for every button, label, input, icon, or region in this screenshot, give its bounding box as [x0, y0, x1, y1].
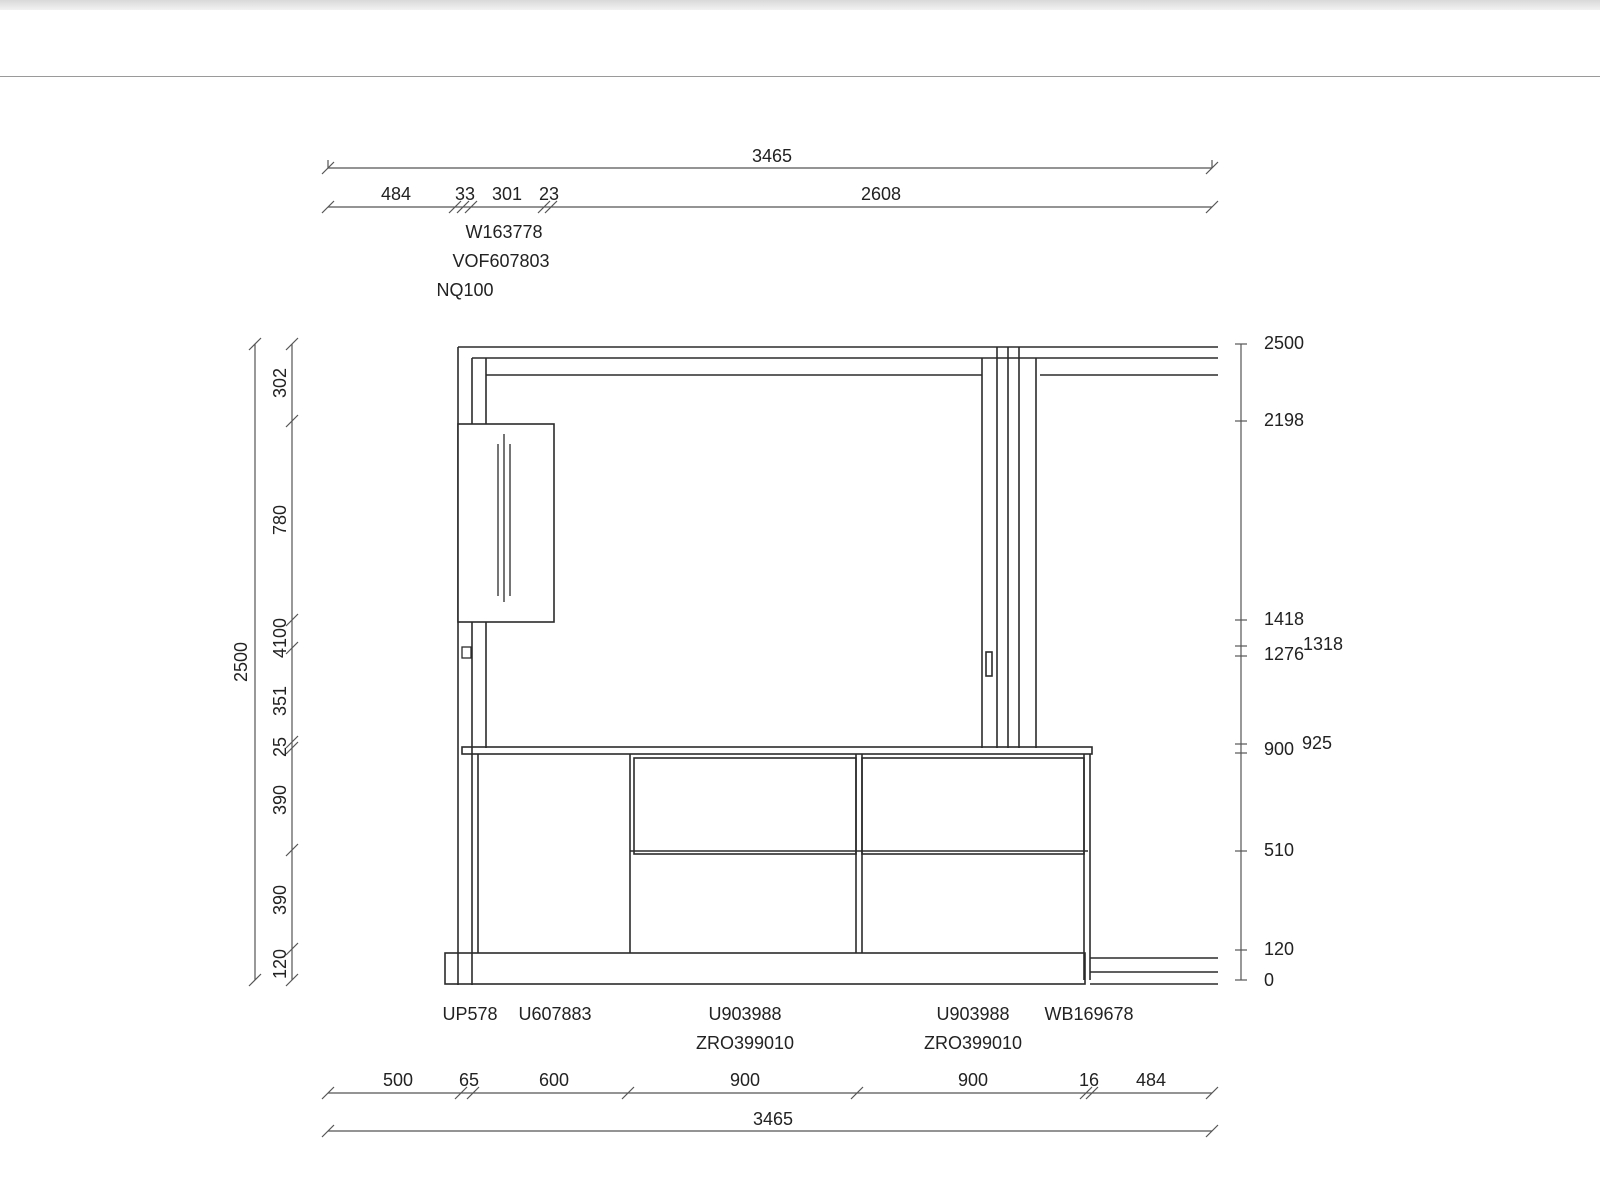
top-total-dimension: 3465: [751, 146, 793, 166]
bottom-dim-65: 65: [458, 1070, 480, 1090]
level-1318: 1318: [1303, 634, 1344, 654]
label-u607883: U607883: [518, 1004, 592, 1024]
label-zro399010-a: ZRO399010: [695, 1033, 795, 1053]
label-zro399010-b: ZRO399010: [923, 1033, 1023, 1053]
wall-cabinet: [458, 424, 554, 622]
level-510: 510: [1264, 840, 1295, 860]
left-dim-780: 780: [270, 504, 290, 536]
top-dim-33: 33: [454, 184, 476, 204]
left-dim-390-upper: 390: [270, 784, 290, 816]
left-total-dimension: 2500: [231, 641, 251, 683]
label-w163778: W163778: [465, 222, 543, 242]
bottom-dim-16: 16: [1078, 1070, 1100, 1090]
label-wb169678: WB169678: [1044, 1004, 1134, 1024]
level-120: 120: [1264, 939, 1295, 959]
top-dim-484: 484: [380, 184, 412, 204]
bottom-total-dimension: 3465: [752, 1109, 794, 1129]
base-cabinets: [478, 754, 1090, 980]
worktop: [462, 747, 1092, 754]
bottom-dim-600: 600: [538, 1070, 570, 1090]
level-2500: 2500: [1264, 333, 1305, 353]
bottom-dim-900-b: 900: [957, 1070, 989, 1090]
level-1276: 1276: [1264, 644, 1305, 664]
tall-pillar-right: [982, 347, 1036, 748]
top-dim-23: 23: [538, 184, 560, 204]
right-level-scale: [1235, 344, 1247, 980]
level-900: 900: [1264, 739, 1295, 759]
left-dim-351: 351: [270, 685, 290, 717]
level-0: 0: [1264, 970, 1275, 990]
plinth: [445, 953, 1218, 984]
top-dim-301: 301: [491, 184, 523, 204]
top-dim-2608: 2608: [860, 184, 902, 204]
ceiling-bulkhead: [458, 347, 1218, 375]
left-dim-120: 120: [270, 948, 290, 980]
label-up578: UP578: [442, 1004, 498, 1024]
label-u903988-a: U903988: [708, 1004, 782, 1024]
left-dim-4100: 4100: [270, 617, 290, 659]
level-2198: 2198: [1264, 410, 1305, 430]
label-nq100: NQ100: [436, 280, 494, 300]
bottom-dim-500: 500: [382, 1070, 414, 1090]
bottom-dim-900-a: 900: [729, 1070, 761, 1090]
level-1418: 1418: [1264, 609, 1305, 629]
left-dim-390-lower: 390: [270, 884, 290, 916]
level-925: 925: [1302, 733, 1333, 753]
label-u903988-b: U903988: [936, 1004, 1010, 1024]
label-vof607803: VOF607803: [452, 251, 550, 271]
left-dim-302: 302: [270, 367, 290, 399]
bottom-dim-484: 484: [1135, 1070, 1167, 1090]
socket-icon: [462, 647, 471, 658]
left-dim-25: 25: [270, 736, 290, 758]
